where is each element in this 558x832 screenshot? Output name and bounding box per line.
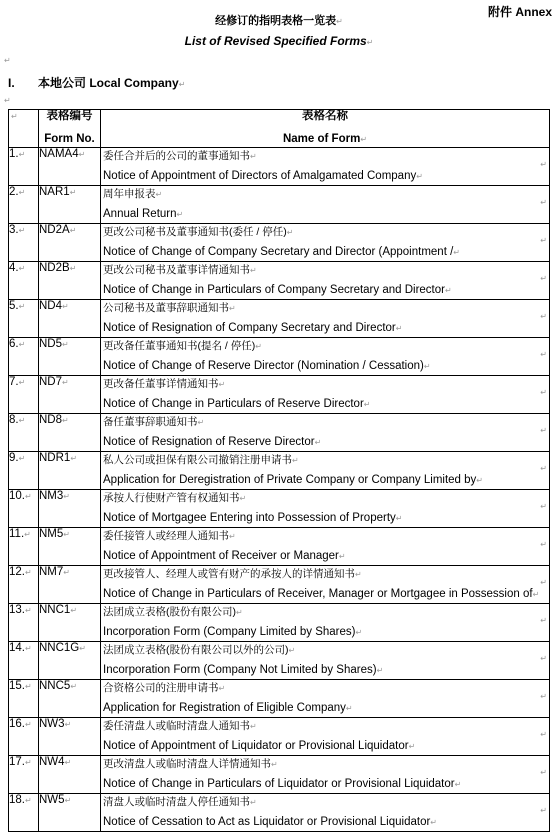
form-name-cn: 备任董事辞职通知书↵ [103, 416, 205, 428]
table-row [9, 452, 550, 490]
row-number: 6.↵ [9, 338, 39, 376]
table-row [9, 642, 550, 680]
cell-end-mark: ↵ [540, 806, 547, 815]
form-name-en: Incorporation Form (Company Limited by Shares)↵ [103, 626, 363, 638]
table-row [9, 148, 550, 186]
form-name [101, 642, 550, 680]
table-row [9, 300, 550, 338]
cell-end-mark: ↵ [540, 654, 547, 663]
cell-end-mark: ↵ [540, 692, 547, 701]
row-number: 5.↵ [9, 300, 39, 338]
form-name-en: Notice of Resignation of Reserve Director↵ [103, 436, 322, 448]
row-number: 12.↵ [9, 566, 39, 604]
row-number: 16.↵ [9, 718, 39, 756]
table-row [9, 680, 550, 718]
form-code: NM7↵ [39, 566, 101, 604]
cell-end-mark: ↵ [540, 464, 547, 473]
header-code-cn: 表格编号 [46, 110, 93, 122]
form-code: NW3↵ [39, 718, 101, 756]
form-name-en: Notice of Change in Particulars of Receiver, Manager or Mortgagee in Possession of↵ [103, 588, 540, 600]
title-chinese: 经修订的指明表格一览表↵ [215, 15, 343, 27]
form-name-cn: 委任清盘人或临时清盘人通知书↵ [103, 720, 257, 732]
header-name-en: Name of Form↵ [282, 133, 368, 145]
form-name [101, 756, 550, 794]
header-code-en: Form No. [44, 133, 95, 145]
cell-end-mark: ↵ [540, 540, 547, 549]
row-number: 17.↵ [9, 756, 39, 794]
row-number: 1.↵ [9, 148, 39, 186]
row-number: 13.↵ [9, 604, 39, 642]
form-name-cn: 更改接管人、经理人或管有财产的承按人的详情通知书↵ [103, 568, 362, 580]
form-name-cn: 清盘人或临时清盘人停任通知书↵ [103, 796, 257, 808]
form-name-cn: 委任接管人或经理人通知书↵ [103, 530, 236, 542]
form-name-en: Notice of Change of Reserve Director (Nomination / Cessation)↵ [103, 360, 431, 372]
row-number: 10.↵ [9, 490, 39, 528]
form-name-en: Application for Deregistration of Private Company or Company Limited by↵ [103, 474, 483, 486]
form-name [101, 528, 550, 566]
form-code: ND2A↵ [39, 224, 101, 262]
header-form-no [39, 110, 101, 148]
form-name [101, 718, 550, 756]
cell-end-mark: ↵ [540, 502, 547, 511]
row-number: 4.↵ [9, 262, 39, 300]
form-name-en: Notice of Appointment of Receiver or Manager↵ [103, 550, 346, 562]
table-row [9, 604, 550, 642]
form-code: ND2B↵ [39, 262, 101, 300]
form-name [101, 566, 550, 604]
form-name-en: Notice of Resignation of Company Secretary and Director↵ [103, 322, 403, 334]
table-row [9, 528, 550, 566]
annex-label: 附件 Annex [487, 5, 552, 19]
section-title: 本地公司 Local Company [38, 76, 179, 90]
form-name-en: Notice of Cessation to Act as Liquidator or Provisional Liquidator↵ [103, 816, 437, 828]
cell-end-mark: ↵ [540, 388, 547, 397]
form-name [101, 338, 550, 376]
form-name-cn: 更改备任董事详情通知书↵ [103, 378, 226, 390]
form-name [101, 794, 550, 832]
form-code: NNC1↵ [39, 604, 101, 642]
form-name-en: Notice of Change in Particulars of Company Secretary and Director↵ [103, 284, 452, 296]
section-number: I. [8, 76, 15, 90]
cell-end-mark: ↵ [540, 274, 547, 283]
cell-end-mark: ↵ [540, 236, 547, 245]
table-header-row [9, 110, 550, 148]
table-row [9, 376, 550, 414]
form-code: NM3↵ [39, 490, 101, 528]
form-code: ND4↵ [39, 300, 101, 338]
table-row [9, 794, 550, 832]
form-name-en: Annual Return↵ [103, 208, 184, 220]
cell-end-mark: ↵ [540, 198, 547, 207]
table-row [9, 224, 550, 262]
form-name-cn: 合资格公司的注册申请书↵ [103, 682, 226, 694]
row-number: 2.↵ [9, 186, 39, 224]
form-code: NM5↵ [39, 528, 101, 566]
row-number: 14.↵ [9, 642, 39, 680]
form-name-cn: 承按人行使财产管有权通知书↵ [103, 492, 247, 504]
form-name-cn: 私人公司或担保有限公司撤销注册申请书↵ [103, 454, 299, 466]
form-name [101, 148, 550, 186]
form-name-cn: 周年申报表↵ [103, 188, 163, 200]
table-row [9, 414, 550, 452]
cell-end-mark: ↵ [540, 426, 547, 435]
form-name [101, 490, 550, 528]
cell-end-mark: ↵ [540, 160, 547, 169]
header-number-cell: ↵ [9, 110, 39, 148]
row-number: 11.↵ [9, 528, 39, 566]
form-name-en: Notice of Appointment of Directors of Amalgamated Company↵ [103, 170, 423, 182]
header-name-cn: 表格名称 [302, 110, 348, 122]
table-row [9, 186, 550, 224]
table-row [9, 490, 550, 528]
row-number: 3.↵ [9, 224, 39, 262]
title-english: List of Revised Specified Forms↵ [184, 34, 374, 48]
paragraph-mark: ↵ [4, 56, 11, 65]
form-name [101, 604, 550, 642]
form-name-en: Notice of Change in Particulars of Reserve Director↵ [103, 398, 371, 410]
form-code: NNC1G↵ [39, 642, 101, 680]
row-number: 8.↵ [9, 414, 39, 452]
forms-table [8, 109, 550, 832]
table-row [9, 262, 550, 300]
form-code: NW5↵ [39, 794, 101, 832]
form-name-en: Application for Registration of Eligible Company↵ [103, 702, 353, 714]
form-code: NW4↵ [39, 756, 101, 794]
cell-end-mark: ↵ [540, 578, 547, 587]
form-code: NAR1↵ [39, 186, 101, 224]
form-code: NDR1↵ [39, 452, 101, 490]
row-number: 15.↵ [9, 680, 39, 718]
form-name-cn: 更改清盘人或临时清盘人详情通知书↵ [103, 758, 278, 770]
form-code: NAMA4↵ [39, 148, 101, 186]
row-number: 9.↵ [9, 452, 39, 490]
form-name [101, 680, 550, 718]
row-number: 18.↵ [9, 794, 39, 832]
form-name-cn: 更改公司秘书及董事详情通知书↵ [103, 264, 257, 276]
form-name-en: Notice of Change of Company Secretary and Director (Appointment /↵ [103, 246, 460, 258]
form-name-cn: 更改公司秘书及董事通知书(委任 / 停任)↵ [103, 226, 294, 238]
form-name-cn: 公司秘书及董事辞职通知书↵ [103, 302, 236, 314]
table-row [9, 756, 550, 794]
table-row [9, 338, 550, 376]
row-number: 7.↵ [9, 376, 39, 414]
form-code: NNC5↵ [39, 680, 101, 718]
form-name-cn: 更改备任董事通知书(提名 / 停任)↵ [103, 340, 262, 352]
form-name-en: Notice of Change in Particulars of Liquidator or Provisional Liquidator↵ [103, 778, 462, 790]
form-name-en: Notice of Mortgagee Entering into Possession of Property↵ [103, 512, 403, 524]
form-name-cn: 法团成立表格(股份有限公司)↵ [103, 606, 243, 618]
form-name [101, 262, 550, 300]
form-name-cn: 委任合并后的公司的董事通知书↵ [103, 150, 257, 162]
header-form-name [101, 110, 550, 148]
form-name [101, 414, 550, 452]
form-name [101, 186, 550, 224]
table-row [9, 718, 550, 756]
cell-end-mark: ↵ [540, 730, 547, 739]
form-code: ND7↵ [39, 376, 101, 414]
cell-end-mark: ↵ [540, 350, 547, 359]
form-name-cn: 法团成立表格(股份有限公司以外的公司)↵ [103, 644, 296, 656]
form-name [101, 300, 550, 338]
cell-end-mark: ↵ [540, 768, 547, 777]
table-row [9, 566, 550, 604]
paragraph-mark: ↵ [4, 96, 11, 105]
form-name [101, 452, 550, 490]
form-code: ND8↵ [39, 414, 101, 452]
section-heading: I. 本地公司 Local Company↵ [8, 76, 186, 90]
form-code: ND5↵ [39, 338, 101, 376]
form-name [101, 224, 550, 262]
form-name-en: Incorporation Form (Company Not Limited by Shares)↵ [103, 664, 384, 676]
cell-end-mark: ↵ [540, 616, 547, 625]
cell-end-mark: ↵ [540, 312, 547, 321]
form-name [101, 376, 550, 414]
form-name-en: Notice of Appointment of Liquidator or Provisional Liquidator↵ [103, 740, 416, 752]
